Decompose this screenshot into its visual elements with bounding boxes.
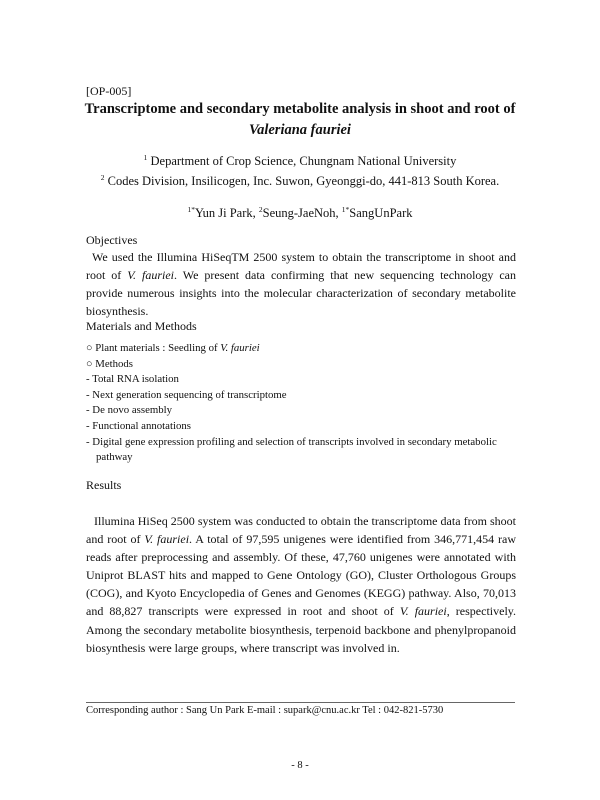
- author-name: SangUnPark: [349, 206, 413, 220]
- list-item: - Total RNA isolation: [86, 373, 179, 386]
- author-list: [40, 206, 560, 221]
- list-item: ○ Methods: [86, 357, 134, 370]
- author-mark: 1*: [187, 205, 195, 214]
- results-paragraph: [86, 512, 516, 657]
- species-name: V. fauriei: [220, 342, 260, 354]
- author-mark: 2: [258, 205, 263, 214]
- list-item: - De novo assembly: [86, 404, 173, 417]
- author-name: Seung-JaeNoh,: [262, 206, 339, 220]
- footnote-divider: [86, 702, 515, 703]
- affiliation-2: [40, 174, 560, 189]
- results-text: Illumina HiSeq 2500 system was conducted to obtain the transcriptome data from shoot and root of: [86, 514, 516, 547]
- affiliation-mark: 1: [143, 153, 148, 162]
- title-line-1: Transcriptome and secondary metabolite analysis in shoot and root of: [84, 101, 516, 117]
- species-name: V. fauriei: [127, 268, 174, 282]
- list-item: - Functional annotations: [86, 419, 191, 432]
- objectives-text: . We present data confirming that new sequencing technology can provide numerous insights into the molecular characterization of secondary metabolite biosynthesis.: [86, 268, 517, 318]
- affiliation-text: Codes Division, Insilicogen, Inc. Suwon, Gyeonggi-do, 441-813 South Korea.: [107, 174, 500, 188]
- affiliation-text: Department of Crop Science, Chungnam National University: [150, 154, 457, 168]
- page-number: - 8 -: [291, 760, 309, 771]
- list-item: - Digital gene expression profiling and selection of transcripts involved in secondary metabolic pathway: [86, 435, 497, 464]
- objectives-text: We used the Illumina HiSeqTM 2500 system to obtain the transcriptome in shoot and root of: [86, 250, 516, 282]
- methods-heading: Materials and Methods: [86, 319, 197, 333]
- objectives-paragraph: [86, 248, 516, 320]
- title-line-2: Valeriana fauriei: [249, 122, 351, 138]
- methods-list: [86, 341, 518, 466]
- results-text: , respectively. Among the secondary metabolite biosynthesis, terpenoid backbone and phenylpropanoid biosynthesis were large groups, where transcript was involved in.: [86, 604, 517, 655]
- species-name: V. fauriei: [144, 532, 190, 547]
- corresponding-author-footnote: Corresponding author : Sang Un Park E-mail : supark@cnu.ac.kr Tel : 042-821-5730: [86, 705, 444, 716]
- list-item: - Next generation sequencing of transcriptome: [86, 388, 287, 401]
- affiliation-1: [40, 154, 560, 169]
- plant-materials-label: ○ Plant materials : Seedling of: [86, 342, 221, 354]
- species-name: V. fauriei: [399, 604, 447, 619]
- abstract-code: [OP-005]: [86, 84, 132, 98]
- affiliation-mark: 2: [100, 173, 105, 182]
- objectives-heading: Objectives: [86, 233, 138, 247]
- author-mark: 1*: [341, 205, 350, 214]
- author-name: Yun Ji Park,: [194, 206, 256, 220]
- results-text: . A total of 97,595 unigenes were identified from 346,771,454 raw reads after preprocessing and assembly. Of these, 47,760 unigenes were annotated with Uniprot BLAST hits and mapped to Gene Ontology (GO), Cluster Orthologous Groups (COG), and Kyoto Encyclopedia of Genes and Genomes (KEGG) pathway. Also, 70,013 and 88,827 transcripts were expressed in root and shoot of: [86, 532, 517, 619]
- list-item: [86, 341, 518, 357]
- results-heading: Results: [86, 478, 122, 492]
